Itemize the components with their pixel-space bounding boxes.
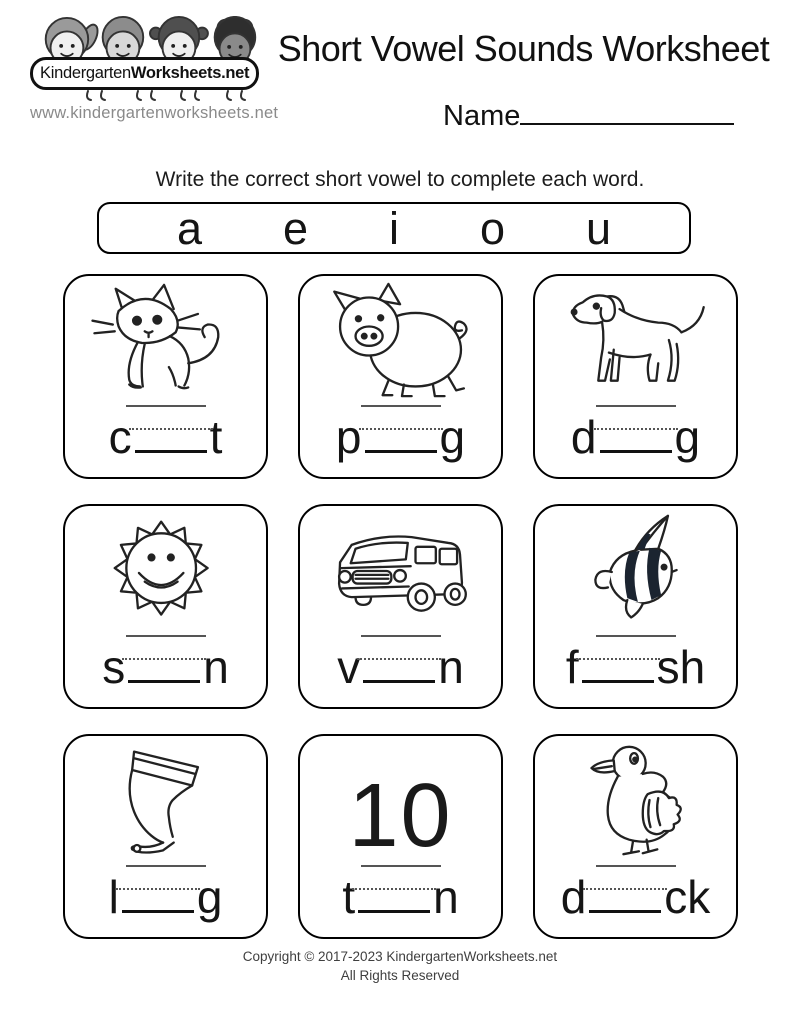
- word-prefix: t: [342, 871, 356, 923]
- word-suffix: n: [203, 641, 229, 693]
- logo: [30, 16, 279, 152]
- picture-rule: [596, 635, 676, 637]
- vowel-bank: [97, 202, 691, 254]
- name-row: [443, 100, 772, 133]
- duck-image: [552, 742, 720, 860]
- vowel-blank: [589, 888, 661, 913]
- vowel-letter-e: e: [283, 202, 309, 254]
- word-fish: [565, 641, 706, 693]
- word-prefix: d: [570, 411, 597, 463]
- picture-rule: [596, 865, 676, 867]
- vowel-blank: [122, 888, 194, 913]
- card-fish: [533, 504, 738, 709]
- picture-rule: [361, 635, 441, 637]
- word-leg: [108, 871, 223, 923]
- vowel-blank: [582, 658, 654, 683]
- vowel-letter-o: o: [479, 202, 505, 254]
- word-suffix: n: [433, 871, 459, 923]
- instruction-text: Write the correct short vowel to complete each word.: [155, 168, 645, 191]
- word-van: [337, 641, 464, 693]
- vowel-blank: [128, 658, 200, 683]
- card-sun: [63, 504, 268, 709]
- sun-image: [82, 512, 250, 630]
- header: [0, 0, 800, 152]
- footer: [0, 948, 800, 986]
- vowel-letter-u: u: [585, 202, 611, 254]
- card-ten: [298, 734, 503, 939]
- word-suffix: g: [196, 871, 223, 923]
- card-leg: [63, 734, 268, 939]
- name-line: [520, 123, 734, 125]
- vowel-blank: [358, 888, 430, 913]
- vowel-blank: [600, 428, 672, 453]
- page-title: Short Vowel Sounds Worksheet: [277, 28, 770, 69]
- pig-image: [317, 282, 485, 400]
- word-suffix: n: [438, 641, 464, 693]
- word-dog: [570, 411, 701, 463]
- word-suffix: sh: [656, 641, 706, 693]
- word-suffix: ck: [664, 871, 711, 923]
- picture-rule: [596, 405, 676, 407]
- cat-image: [82, 282, 250, 400]
- ten-image: [348, 742, 453, 866]
- logo-brand-bold: Worksheets.net: [130, 64, 250, 82]
- word-sun: [102, 641, 229, 693]
- dog-image: [552, 282, 720, 400]
- word-ten: [342, 871, 459, 923]
- word-pig: [335, 411, 466, 463]
- picture-rule: [126, 865, 206, 867]
- fish-image: [552, 512, 720, 630]
- word-suffix: g: [674, 411, 701, 463]
- ten-number-text: 10: [348, 765, 453, 866]
- picture-rule: [361, 405, 441, 407]
- word-prefix: f: [565, 641, 579, 693]
- logo-banner: [30, 57, 259, 90]
- rights-text: All Rights Reserved: [340, 967, 460, 983]
- picture-rule: [361, 865, 441, 867]
- card-dog: [533, 274, 738, 479]
- picture-rule: [126, 405, 206, 407]
- logo-url: www.kindergartenworksheets.net: [30, 104, 279, 122]
- word-prefix: p: [335, 411, 362, 463]
- card-grid: [63, 274, 800, 939]
- copyright-text: Copyright © 2017-2023 KindergartenWorksheets.net: [242, 949, 558, 964]
- vowel-letter-i: i: [389, 202, 399, 254]
- vowel-blank: [363, 658, 435, 683]
- card-cat: [63, 274, 268, 479]
- picture-rule: [126, 635, 206, 637]
- word-suffix: t: [209, 411, 223, 463]
- word-duck: [560, 871, 711, 923]
- word-cat: [108, 411, 223, 463]
- card-duck: [533, 734, 738, 939]
- logo-brand-regular: Kindergarten: [40, 64, 131, 82]
- word-suffix: g: [439, 411, 466, 463]
- word-prefix: v: [337, 641, 361, 693]
- word-prefix: s: [102, 641, 126, 693]
- card-pig: [298, 274, 503, 479]
- word-prefix: d: [560, 871, 587, 923]
- van-image: [317, 512, 485, 630]
- vowel-letter-a: a: [177, 202, 203, 254]
- word-prefix: l: [108, 871, 119, 923]
- card-van: [298, 504, 503, 709]
- title-area: [275, 16, 772, 152]
- vowel-blank: [365, 428, 437, 453]
- leg-image: [82, 742, 250, 860]
- name-label: Name: [443, 100, 521, 132]
- vowel-blank: [135, 428, 207, 453]
- word-prefix: c: [108, 411, 132, 463]
- logo-feet-image: [30, 89, 265, 101]
